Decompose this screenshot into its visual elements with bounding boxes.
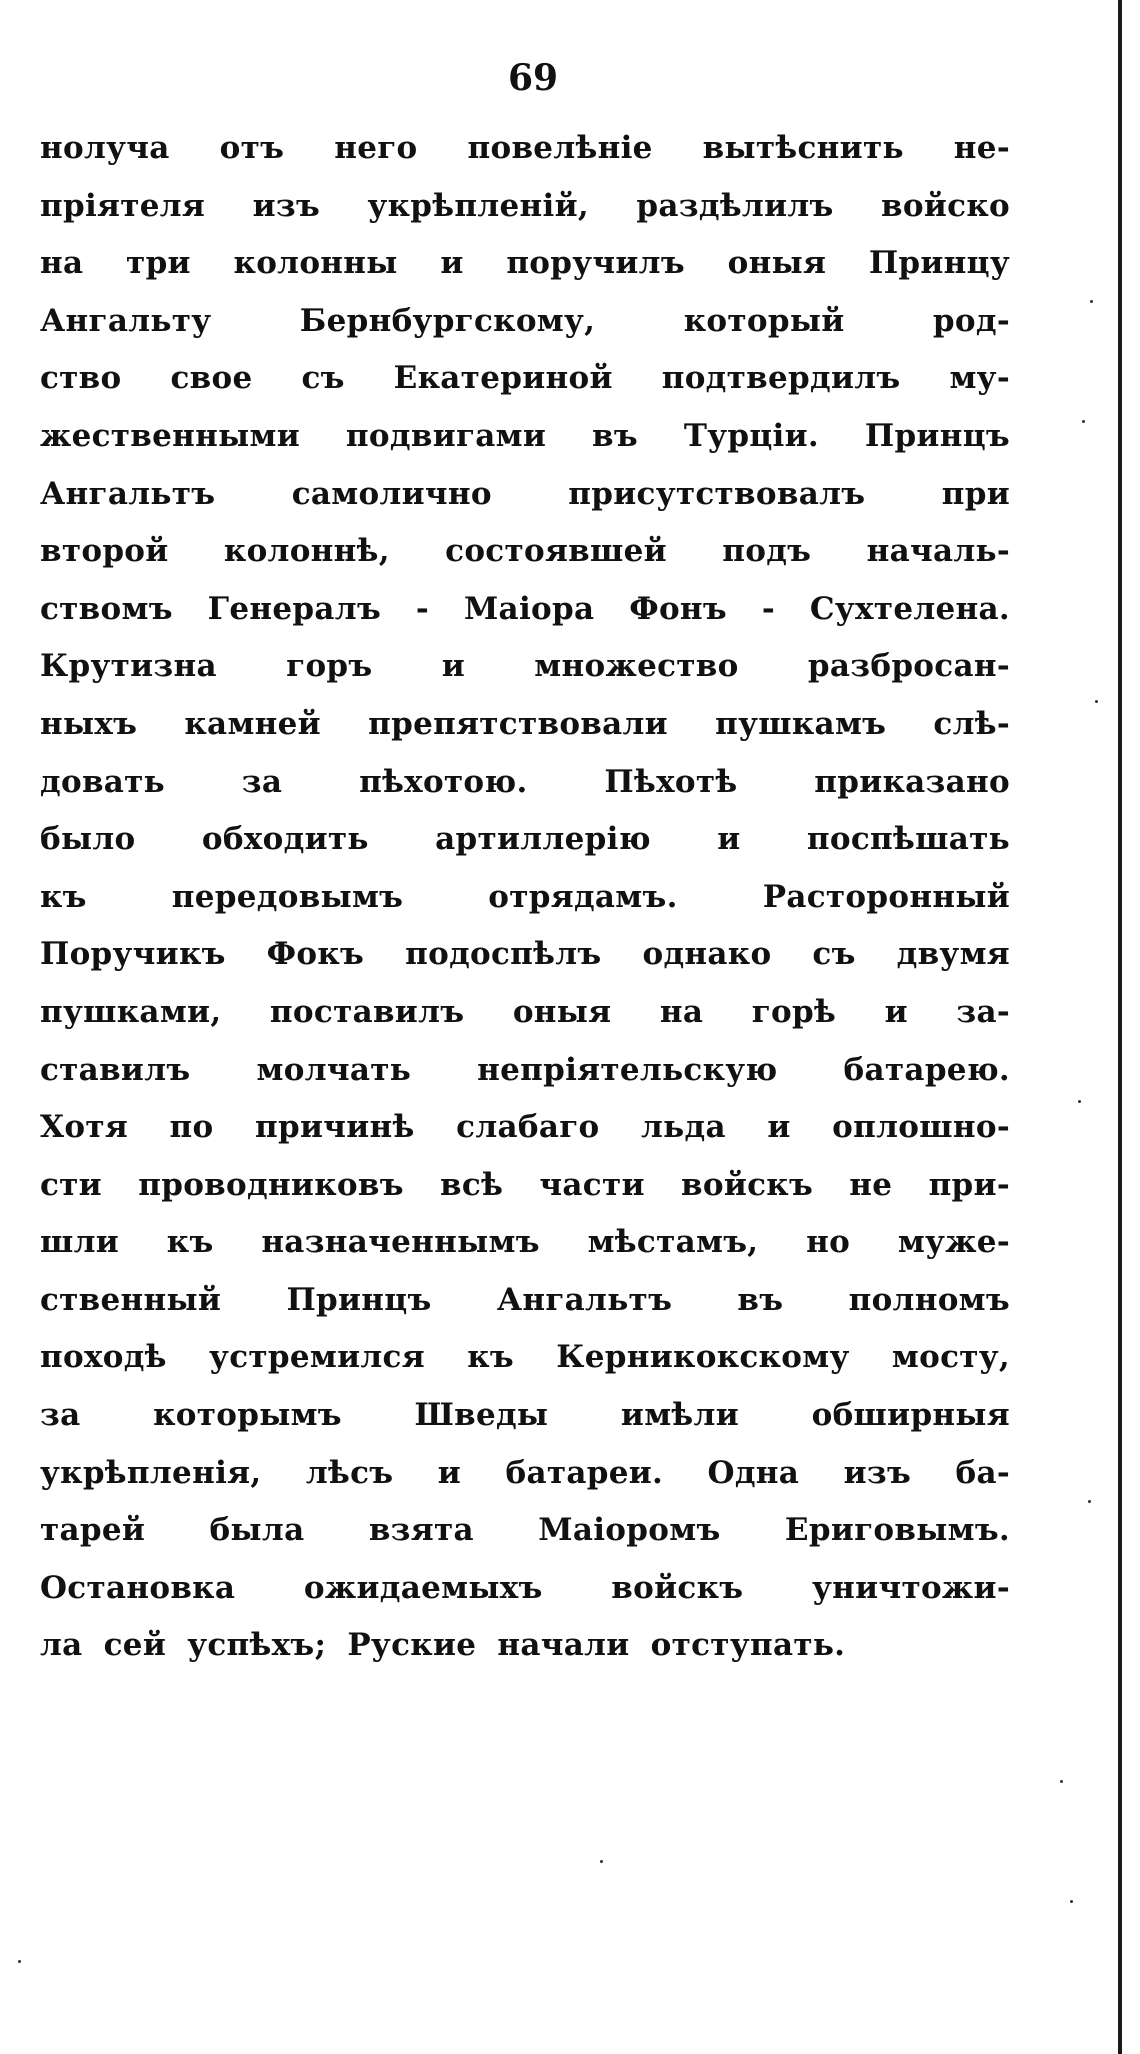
text-line: Ангальту Бернбургскому, который род- (40, 302, 1010, 339)
text-line: Ангальтъ самолично присутствовалъ при (40, 475, 1010, 512)
text-line: тарей была взята Маіоромъ Ериговымъ. (40, 1512, 1010, 1549)
text-line: къ передовымъ отрядамъ. Расторонный (40, 878, 1010, 915)
scan-speck (1090, 300, 1093, 303)
scan-speck (1060, 1780, 1063, 1783)
scan-speck (1095, 700, 1098, 703)
text-line: Поручикъ Фокъ подоспѣлъ однако съ двумя (40, 936, 1010, 973)
text-line: второй колоннѣ, состоявшей подъ началь- (40, 533, 1010, 570)
text-line: жественными подвигами въ Турціи. Принцъ (40, 417, 1010, 454)
text-line: ныхъ камней препятствовали пушкамъ слѣ- (40, 705, 1010, 742)
page-number: 69 (508, 57, 559, 99)
scan-speck (1070, 1900, 1073, 1903)
text-line: за которымъ Шведы имѣли обширныя (40, 1397, 1010, 1434)
text-line: сти проводниковъ всѣ части войскъ не при- (40, 1166, 1010, 1203)
text-line: ство свое съ Екатериной подтвердилъ му- (40, 360, 1010, 397)
text-line: шли къ назначеннымъ мѣстамъ, но муже- (40, 1224, 1010, 1261)
scan-speck (1082, 420, 1085, 423)
text-line: походѣ устремился къ Керникокскому мосту, (40, 1339, 1010, 1376)
scan-speck (1078, 1100, 1081, 1103)
text-line: укрѣпленія, лѣсъ и батареи. Одна изъ ба- (40, 1454, 1010, 1491)
page-edge-shadow (1118, 0, 1122, 2054)
scan-speck (1088, 1500, 1091, 1503)
text-line: Хотя по причинѣ слабаго льда и оплошно- (40, 1109, 1010, 1146)
text-line: довать за пѣхотою. Пѣхотѣ приказано (40, 763, 1010, 800)
text-line: ствомъ Генералъ - Маіора Фонъ - Сухтелена. (40, 590, 1010, 627)
text-line: ла сей успѣхъ; Руские начали отступать. (40, 1627, 846, 1664)
scan-speck (18, 1960, 21, 1963)
text-line: ставилъ молчать непріятельскую батарею. (40, 1051, 1010, 1088)
text-line: нолуча отъ него повелѣніе вытѣснить не- (40, 130, 1010, 166)
text-line: Остановка ожидаемыхъ войскъ уничтожи- (40, 1569, 1010, 1606)
text-line: пушками, поставилъ оныя на горѣ и за- (40, 993, 1010, 1030)
text-line: было обходить артиллерію и поспѣшать (40, 821, 1010, 858)
text-line: пріятеля изъ укрѣпленій, раздѣлилъ войско (40, 187, 1010, 224)
scan-speck (600, 1860, 603, 1863)
text-line: ственный Принцъ Ангальтъ въ полномъ (40, 1281, 1010, 1318)
text-line: Крутизна горъ и множество разбросан- (40, 648, 1010, 685)
text-line: на три колонны и поручилъ оныя Принцу (40, 245, 1010, 282)
body-text (40, 120, 1010, 1675)
